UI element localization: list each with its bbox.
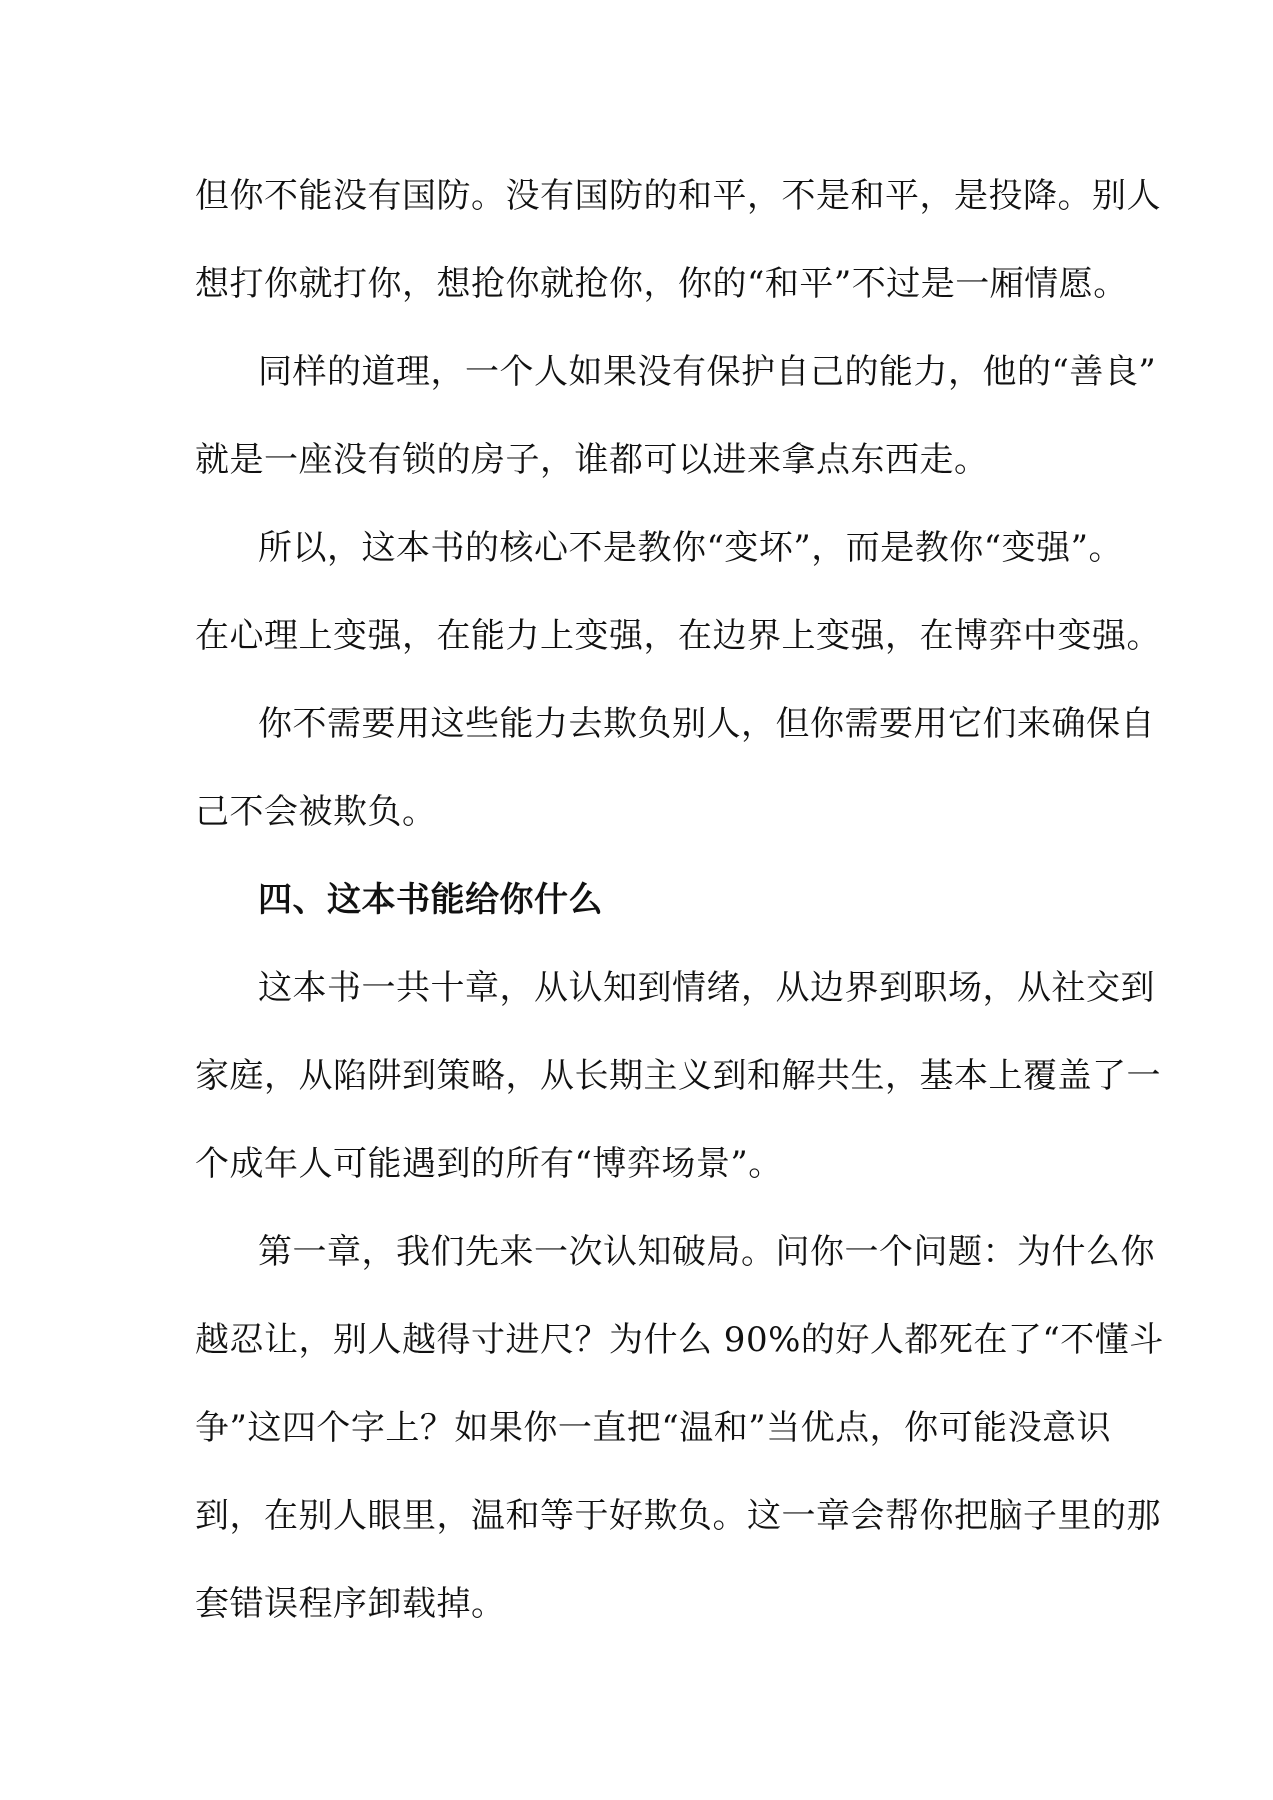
paragraph-line: 但你不能没有国防。没有国防的和平，不是和平，是投降。别人 (195, 176, 1161, 216)
section-heading: 四、这本书能给你什么 (258, 880, 603, 920)
paragraph-line: 争”这四个字上？如果你一直把“温和”当优点，你可能没意识 (195, 1408, 1112, 1448)
paragraph-line: 在心理上变强，在能力上变强，在边界上变强，在博弈中变强。 (195, 616, 1161, 656)
paragraph-line: 你不需要用这些能力去欺负别人，但你需要用它们来确保自 (258, 704, 1155, 744)
paragraph-line: 套错误程序卸载掉。 (195, 1584, 506, 1624)
paragraph-line: 第一章，我们先来一次认知破局。问你一个问题：为什么你 (258, 1232, 1155, 1272)
paragraph-line: 己不会被欺负。 (195, 792, 437, 832)
paragraph-line: 越忍让，别人越得寸进尺？为什么 90%的好人都死在了“不懂斗 (195, 1320, 1164, 1360)
paragraph-line: 同样的道理，一个人如果没有保护自己的能力，他的“善良” (258, 352, 1157, 392)
paragraph-line: 个成年人可能遇到的所有“博弈场景”。 (195, 1144, 783, 1184)
paragraph-line: 这本书一共十章，从认知到情绪，从边界到职场，从社交到 (258, 968, 1155, 1008)
paragraph-line: 想打你就打你，想抢你就抢你，你的“和平”不过是一厢情愿。 (195, 264, 1128, 304)
paragraph-line: 所以，这本书的核心不是教你“变坏”，而是教你“变强”。 (258, 528, 1124, 568)
paragraph-line: 家庭，从陷阱到策略，从长期主义到和解共生，基本上覆盖了一 (195, 1056, 1161, 1096)
paragraph-line: 到，在别人眼里，温和等于好欺负。这一章会帮你把脑子里的那 (195, 1496, 1161, 1536)
paragraph-line: 就是一座没有锁的房子，谁都可以进来拿点东西走。 (195, 440, 989, 480)
